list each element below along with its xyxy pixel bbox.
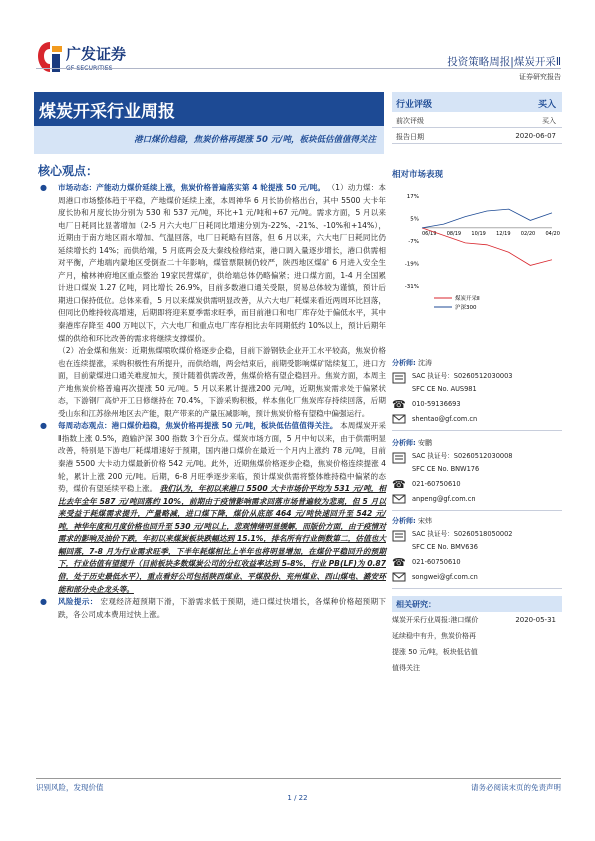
legend-label: 沪深300 — [455, 305, 477, 311]
related-research — [392, 596, 562, 676]
report-subtitle: 港口煤价趋稳，焦炭价格再提涨 50 元/吨，板块低估值值得关注 — [134, 135, 376, 145]
market-dynamics-paragraph — [38, 182, 386, 345]
x-tick-label: 02/20 — [520, 230, 536, 237]
analyst-name: 分析师: 宋炜 — [392, 517, 433, 525]
perf-chart — [392, 186, 562, 326]
bullet-icon: ● — [40, 183, 47, 192]
y-tick-label: 5% — [410, 216, 419, 223]
x-tick-label: 08/19 — [446, 230, 462, 237]
perf-chart-title: 相对市场表现 — [392, 170, 444, 180]
analyst-sfc: SFC CE No. BMV636 — [412, 543, 478, 551]
risk-text: 宏观经济超预期下滑，下游需求低于预期，进口煤过快增长，各煤种价格超预期下跌，各公司成本费用过快上涨。 — [58, 597, 387, 619]
rating-head-label: 行业评级 — [396, 100, 433, 110]
header-divider — [36, 68, 561, 69]
y-tick-label: 17% — [406, 194, 419, 200]
analyst-card — [392, 516, 562, 594]
x-tick-label: 12/19 — [496, 230, 511, 237]
email-icon — [392, 572, 408, 586]
market-dynamics-lead: 市场动态：产能动力煤价延续上涨，焦炭价格普遍落实第 4 轮提涨 50 元/吨。 — [58, 183, 326, 192]
analyst-phone: 021-60750610 — [412, 558, 461, 566]
x-tick-label: 06/19 — [422, 230, 437, 237]
related-research-item[interactable] — [392, 660, 562, 676]
rating-row-value: 2020-06-07 — [515, 132, 556, 140]
analyst-name: 分析师: 安鹏 — [392, 439, 433, 447]
email-icon — [392, 414, 408, 428]
related-research-text: 值得关注 — [392, 664, 420, 672]
footer-divider — [36, 778, 561, 779]
related-research-text: 提涨 50 元/吨，板块低估值 — [392, 648, 478, 656]
perf-chart-svg — [392, 186, 562, 326]
rating-box — [392, 92, 562, 144]
related-research-text: 延续稳中有升，焦炭价格再 — [392, 632, 476, 640]
analyst-sfc: SFC CE No. BNW176 — [412, 465, 480, 473]
y-tick-label: -31% — [404, 284, 419, 290]
page-number: 1 / 22 — [287, 794, 308, 802]
report-header — [447, 54, 561, 69]
related-research-text: 煤炭开采行业周报:港口煤价 — [392, 616, 479, 624]
rating-head-value: 买入 — [537, 100, 556, 110]
x-tick-label: 04/20 — [545, 230, 560, 237]
related-research-date: 2020-05-31 — [515, 616, 556, 624]
coking-coal-text: （2）冶金煤和焦炭：近期焦煤喷吹煤价格逐步企稳，目前下游钢铁企业开工水平较高，焦炭价格也在连续提涨，采购积极性有所提升，而供给端，两会结束后，前期受影响煤矿陆续复工，进口方面，目前蒙煤进口通关难度加大，预计随着供需改善，焦煤价格有望企稳回升。焦炭方面，本周主产地焦炭价格普遍再次提涨 50 元/吨。5 月以来累计提涨200 元/吨，近期焦炭需求处于偏紧状态，下游钢厂高炉开工日修继持在 70.4%，下游采购积极，样本焦化厂焦炭库存持续回落，后期受山东和江苏徐州地区去产能，限产带来的产量压减影响，预计焦炭价格有望稳中偏强运行。 — [58, 346, 386, 418]
footer-slogan: 识别风险，发现价值 — [36, 783, 104, 792]
analyst-sac: SAC 执证号：S0260512030008 — [412, 452, 513, 460]
analyst-email[interactable]: anpeng@gf.com.cn — [412, 495, 476, 503]
analyst-sfc: SFC CE No. AUS981 — [412, 385, 477, 393]
weekly-view-emphasis: 我们认为，年初以来港口 5500 大卡市场价平均为 531 元/吨，相比去年全年 587 元/吨回落约 10%，前期由于疫情影响需求回落市场普遍较为悲观，但 5 月以来受益于耗煤需求提升，产量略减，进口煤下降，煤价从底部 464 元/吨快速回升至 542 元/吨，神华年度和月度价格也回升至 530 元/吨以上，悲观情绪明显缓解，而版价方面，由于疫情对需求的影响及油价下跌，年初以来煤炭板块跌幅达到 15.1%，排名所有行业倒数第二，估值也大幅回落，7-8 月为行业需求旺季，下半年耗煤相比上半年也将明显增加，在煤价平稳回升的预期下，行业估值有望提升（目前板块多数煤炭公司的分红收益率达到 5-8%，行业 PB(LF)为 0.87 倍，处于历史最低水平），重点看好公司包括陕西煤业、平煤股份、兖州煤业、西山煤电、潞安环能和部分央企龙头等。 — [58, 484, 386, 594]
weekly-view-lead: 每周动态观点：港口煤价趋稳，焦炭价格再提涨 50 元/吨，板块低估值值得关注。 — [58, 421, 338, 431]
report-type: 投资策略周报|煤炭开采Ⅱ — [447, 56, 561, 68]
analyst-divider — [392, 430, 562, 431]
rating-row-label: 前次评级 — [396, 117, 424, 125]
y-tick-label: -19% — [404, 261, 419, 268]
x-tick-label: 10/19 — [471, 230, 486, 237]
logo-text-cn: 广发证券 — [66, 45, 127, 63]
analyst-name: 分析师: 沈涛 — [392, 359, 433, 367]
bullet-icon: ● — [40, 421, 47, 431]
legend-label: 煤炭开采Ⅱ — [455, 296, 480, 302]
series-line — [422, 209, 552, 228]
id-card-icon — [392, 372, 408, 386]
coking-coal-paragraph — [38, 345, 386, 420]
rating-row — [392, 128, 562, 144]
rating-row-value: 买入 — [542, 117, 556, 125]
related-research-item[interactable] — [392, 612, 562, 628]
related-research-item[interactable] — [392, 628, 562, 644]
rating-head — [392, 92, 562, 112]
rating-row-label: 报告日期 — [396, 133, 424, 141]
related-research-item[interactable] — [392, 644, 562, 660]
analyst-phone: 021-60750610 — [412, 480, 461, 488]
phone-icon: ☎ — [392, 398, 406, 411]
phone-icon: ☎ — [392, 556, 406, 569]
analyst-divider — [392, 588, 562, 589]
related-research-list — [392, 612, 562, 676]
report-title: 煤炭开采行业周报 — [34, 92, 384, 126]
rating-row — [392, 112, 562, 128]
analyst-phone: 010-59136693 — [412, 400, 461, 408]
core-views-title: 核心观点： — [38, 164, 99, 178]
weekly-view-paragraph — [38, 420, 386, 596]
company-logo — [36, 40, 176, 80]
id-card-icon — [392, 530, 408, 544]
email-icon — [392, 494, 408, 508]
market-dynamics-text: （1）动力煤：本周港口市场整体趋于平稳，产地煤价延续上涨，本周神华 6 月长协价格出台，其中 5500 大卡年度长协和月度长协分别为 530 和 537 元/吨，环比+1 元/吨和+67 元/吨。需求方面，5 月以来电厂日耗同比显著增加（2-5 月六大电厂日耗同比增速分别为-22%、-21%、-10%和+14%），近期由于南方地区雨水增加、气温回落，电厂日耗略有回落，但 6 月以来，六大电厂日耗同比仍延续增长约 14%；而供给端，5 月底两会及大秦线检修结束，港口调入量逐步增长，港口供需相对平衡，产地端内蒙地区受倒查二十年影响，煤管票限制仍较严，陕西地区煤矿 6 月进入安全生产月，榆林神府地区重点整治 19家民营煤矿，供给端总体仍略偏紧；进口煤方面，1-4 月全国累计进口煤炭 1.27 亿吨，同比增长 26.9%，目前多数港口通关受限，贸易总体较为谨慎，预计后期进口保持低位。总体来看，5 月以来煤炭供需明显改善，从六大电厂耗煤来看近两周环比回落，但同比仍维持较高增速，后期即将迎来夏季需求旺季，而目前港口和电厂库存处于偏低水平，其中秦港库存降至 400 万吨以下，六大电厂和重点电厂库存相比去年同期低约 10%以上，预计后期年煤的供给和环比改善的需求将继续支撑煤价。 — [58, 183, 386, 343]
report-subtype: 证券研究报告 — [519, 73, 561, 81]
analyst-divider — [392, 510, 562, 511]
analyst-email[interactable]: songwei@gf.com.cn — [412, 573, 478, 581]
analyst-card — [392, 358, 562, 436]
y-tick-label: -7% — [408, 239, 419, 245]
title-banner — [34, 92, 384, 154]
risk-lead: 风险提示： — [58, 597, 98, 607]
related-research-title: 相关研究： — [392, 596, 562, 612]
analyst-email[interactable]: shentao@gf.com.cn — [412, 415, 478, 423]
analyst-sac: SAC 执证号：S0260518050002 — [412, 530, 513, 538]
risk-paragraph — [38, 596, 386, 621]
bullet-icon: ● — [40, 597, 47, 607]
analyst-card — [392, 438, 562, 516]
core-views-body — [38, 182, 386, 621]
logo-text-en: GF SECURITIES — [66, 65, 113, 72]
phone-icon: ☎ — [392, 478, 406, 491]
analyst-sac: SAC 执证号：S0260512030003 — [412, 372, 513, 380]
weekly-view-text: 本周煤炭开采Ⅱ指数上涨 0.5%，跑输沪深 300 指数 3个百分点。煤炭市场方面，5 月中旬以来，由于供需明显改善，特别是下游电厂耗煤增速好于预期，国内港口煤价在最近一个月内上涨约 78 元/吨，目前秦港 5500 大卡动力煤最新价格 542 元/吨。此外，近期焦煤价格逐步企稳，焦炭价格连续提涨 4 轮，累计上涨 200 元/吨。后期，6-8 月旺季逐步来临，预计煤炭供需将整体维持稳中偏紧的态势，煤价有望延续平稳上涨。 — [58, 421, 387, 494]
footer-disclaimer: 请务必阅读末页的免责声明 — [471, 783, 561, 792]
id-card-icon — [392, 452, 408, 466]
